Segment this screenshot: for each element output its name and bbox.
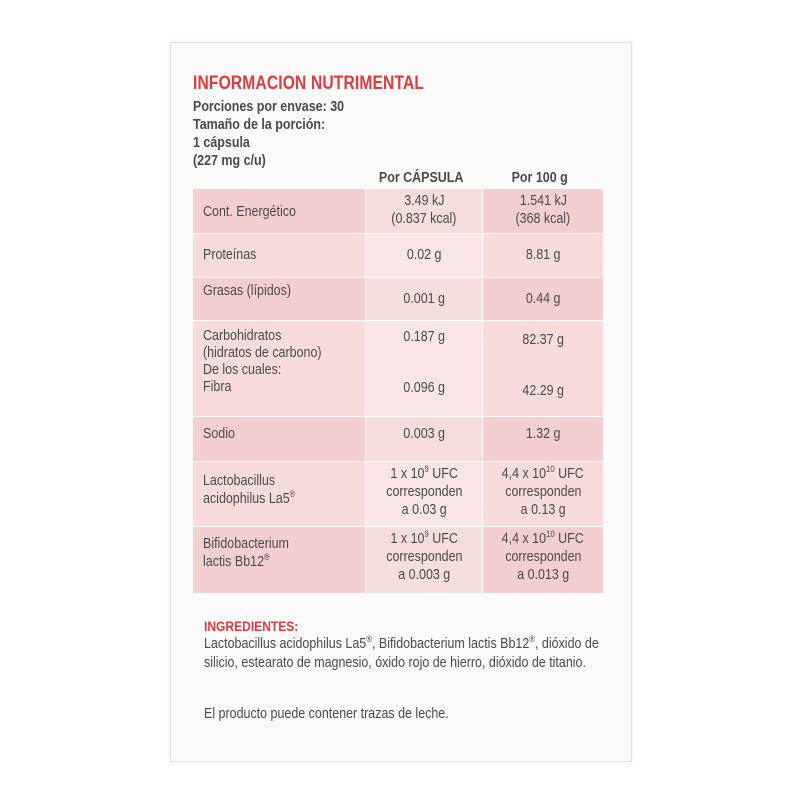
nutrition-table (193, 189, 603, 594)
lacto-cfu-exp-per-capsule: 9 (424, 464, 429, 475)
fat-per-100g: 0.44 g (525, 291, 561, 307)
column-header-per-capsule: Por CÁPSULA (378, 170, 464, 186)
lacto-cfu-exp-per-100g: 10 (546, 464, 556, 475)
energy-kj-per-100g: 1.541 kJ (519, 193, 567, 209)
row-label-energy: Cont. Energético (203, 204, 296, 220)
lacto-amount-per-capsule: a 0.03 g (401, 502, 447, 518)
ingredients-registered-1: ® (366, 634, 372, 645)
row-label-protein: Proteínas (203, 247, 257, 263)
bifido-amount-per-capsule: a 0.003 g (397, 567, 450, 583)
bifido-cfu-base-per-capsule: 1 x 10 (390, 531, 425, 547)
lacto-correspond-per-100g: corresponden (505, 484, 582, 500)
serving-weight: (227 mg c/u) (193, 153, 266, 169)
row-label-sodium: Sodio (203, 426, 235, 442)
lacto-correspond-per-capsule: corresponden (385, 484, 463, 500)
bifido-correspond-per-100g: corresponden (505, 549, 582, 565)
fiber-per-capsule: 0.096 g (403, 380, 445, 396)
fiber-per-100g: 42.29 g (522, 383, 564, 399)
table-row-energy (193, 189, 603, 234)
bifido-cfu-unit-per-100g: UFC (555, 531, 585, 547)
energy-kcal-per-100g: (368 kcal) (515, 211, 571, 227)
sodium-per-capsule: 0.003 g (403, 426, 445, 442)
table-row-lactobacillus (193, 462, 603, 527)
lacto-cfu-base-per-capsule: 1 x 10 (390, 466, 425, 482)
row-label-lactis: lactis Bb12 (203, 554, 265, 570)
serving-info (193, 98, 344, 170)
row-label-bifidobacterium: Bifidobacterium (203, 536, 289, 552)
registered-mark: ® (264, 552, 270, 563)
lacto-amount-per-100g: a 0.13 g (520, 502, 566, 518)
allergen-note: El producto puede contener trazas de leche. (204, 706, 449, 722)
row-label-acidophilus: acidophilus La5 (203, 491, 290, 507)
lacto-cfu-unit-per-100g: UFC (555, 466, 585, 482)
row-label-carbohydrates-alt: (hidratos de carbono) (203, 345, 322, 361)
energy-kj-per-capsule: 3.49 kJ (403, 193, 445, 209)
registered-mark: ® (289, 489, 296, 500)
row-label-fat: Grasas (lípidos) (203, 283, 292, 299)
row-label-of-which: De los cuales: (203, 362, 282, 378)
bifido-cfu-exp-per-capsule: 9 (424, 529, 429, 540)
bifido-correspond-per-capsule: corresponden (385, 549, 463, 565)
row-label-lactobacillus: Lactobacillus (203, 473, 276, 489)
nutrition-title: INFORMACION NUTRIMENTAL (193, 73, 425, 94)
bifido-amount-per-100g: a 0.013 g (517, 567, 570, 583)
ingredients-text (204, 635, 604, 673)
bifido-cfu-unit-per-capsule: UFC (428, 531, 458, 547)
protein-per-capsule: 0.02 g (406, 247, 442, 263)
serving-size-label: Tamaño de la porción: (193, 117, 326, 133)
ingredients-part-2: , Bifidobacterium lactis Bb12 (371, 636, 530, 652)
serving-size-value: 1 cápsula (193, 135, 250, 151)
ingredients-title: INGREDIENTES: (204, 618, 299, 634)
table-row-carbohydrates (193, 321, 603, 417)
bifido-cfu-base-per-100g: 4,4 x 10 (502, 531, 547, 547)
row-label-fiber: Fibra (203, 379, 232, 395)
sodium-per-100g: 1.32 g (525, 426, 561, 442)
bifido-cfu-exp-per-100g: 10 (546, 529, 556, 540)
table-row-fat (193, 278, 603, 321)
ingredients-part-1: Lactobacillus acidophilus La5 (204, 636, 367, 652)
protein-per-100g: 8.81 g (525, 247, 561, 263)
ingredients-part-3: , dióxido de silicio, estearato de magnesio, óxido rojo de hierro, dióxido de titanio. (204, 636, 599, 671)
lacto-cfu-base-per-100g: 4,4 x 10 (502, 466, 547, 482)
carbohydrates-per-100g: 82.37 g (522, 332, 564, 348)
servings-per-container: Porciones por envase: 30 (193, 99, 345, 115)
lacto-cfu-unit-per-capsule: UFC (428, 466, 458, 482)
table-row-protein (193, 234, 603, 278)
energy-kcal-per-capsule: (0.837 kcal) (391, 211, 457, 227)
fat-per-capsule: 0.001 g (403, 291, 445, 307)
ingredients-registered-2: ® (529, 634, 535, 645)
column-header-per-100g: Por 100 g (511, 170, 568, 186)
row-label-carbohydrates: Carbohidratos (203, 328, 282, 344)
table-row-sodium (193, 417, 603, 462)
table-row-bifidobacterium (193, 527, 603, 594)
carbohydrates-per-capsule: 0.187 g (403, 329, 445, 345)
